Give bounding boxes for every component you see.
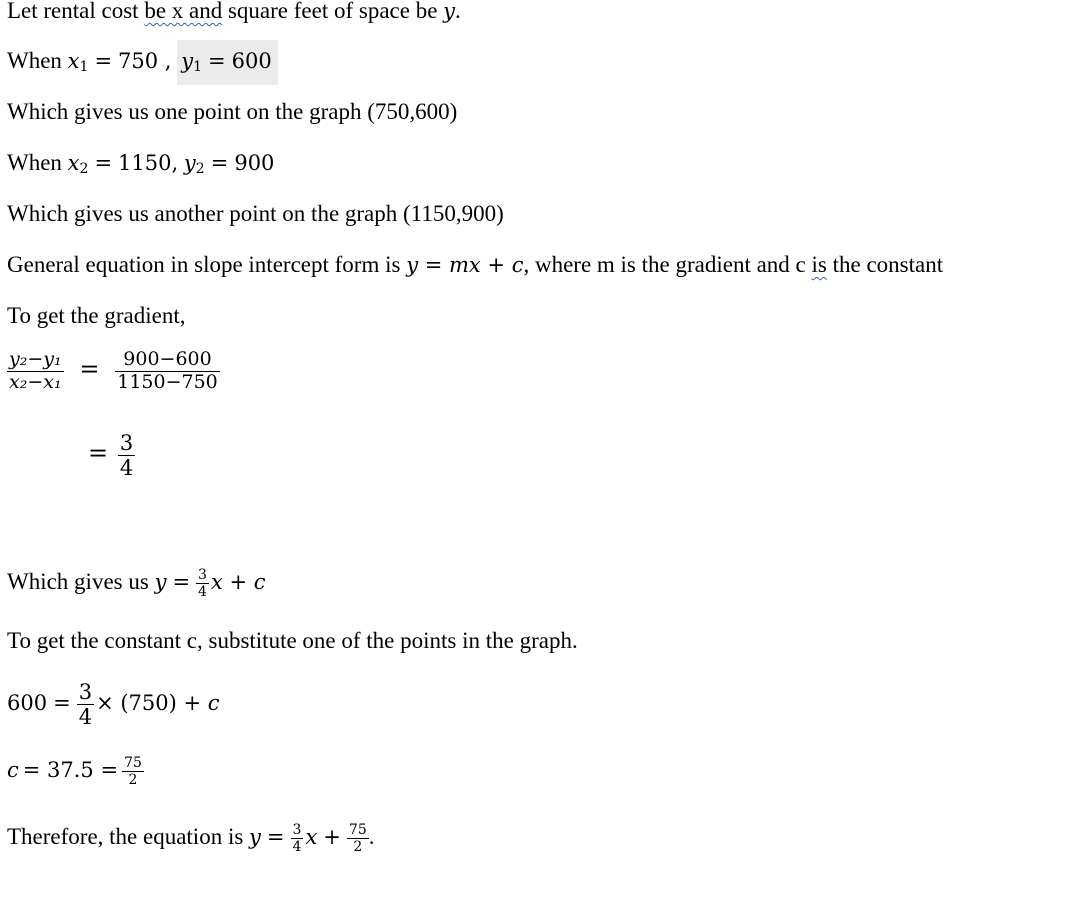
var-c: c	[7, 757, 19, 782]
gradient-formula	[7, 349, 220, 394]
line-1-text-a: Let rental cost	[7, 0, 145, 23]
spellcheck-underline-word: is	[811, 252, 827, 277]
fraction-numerator: 3	[78, 680, 93, 704]
equals-sign: =	[94, 49, 113, 73]
line-1-period: .	[455, 0, 461, 23]
var-y: y	[154, 569, 167, 594]
fraction-seventy-five-halves	[347, 822, 369, 855]
var-x: x	[305, 824, 318, 849]
sub-2: 2	[79, 161, 89, 177]
line-3: Which gives us one point on the graph (750,600)	[7, 99, 458, 124]
fraction-denominator: 4	[292, 839, 302, 856]
line-10-text: Which gives us	[7, 568, 155, 594]
equals-sign: =	[208, 49, 226, 73]
fraction-numeric	[115, 349, 220, 394]
equals-sign: =	[88, 438, 109, 467]
substitution-equation	[7, 680, 220, 729]
var-x2: x	[67, 151, 80, 175]
fraction-denominator: 4	[119, 456, 134, 481]
fraction-three-quarters	[291, 822, 304, 855]
fraction-denominator: 2	[128, 772, 138, 789]
fraction-denominator: 2	[353, 839, 363, 856]
sub-2: 2	[195, 161, 205, 177]
constant-result	[7, 755, 144, 788]
plus-sign: +	[323, 824, 341, 849]
fraction-numerator: 3	[119, 431, 134, 455]
line-7: To get the gradient,	[7, 303, 186, 328]
x1-value: 750 ,	[118, 49, 172, 73]
fraction-denominator: x₂−x₁	[9, 370, 62, 393]
lhs-value: 600	[7, 690, 48, 715]
var-c: c	[207, 690, 220, 715]
fraction-numerator: 3	[292, 822, 302, 838]
var-y: y	[443, 0, 456, 23]
equals-sign: =	[94, 151, 113, 175]
equals-sign: =	[53, 690, 71, 715]
final-period: .	[368, 823, 375, 849]
equals-sign: =	[79, 354, 100, 383]
fraction-numerator: 75	[124, 755, 142, 771]
expression-rest: x + c	[210, 569, 266, 594]
gradient-result	[88, 431, 135, 480]
line-10	[7, 567, 266, 600]
final-equation	[7, 822, 374, 855]
var-y1: y	[181, 49, 194, 73]
line-2	[7, 48, 278, 80]
line-6-text-b: , where m is the gradient and c	[523, 252, 812, 277]
line-6-text-a: General equation in slope intercept form is	[7, 252, 407, 277]
line-1-text-b: square feet of space be	[222, 0, 444, 23]
y1-value: 600	[231, 49, 272, 73]
highlighted-equation	[177, 40, 278, 85]
sub-1: 1	[193, 59, 203, 75]
x2-value: 1150,	[118, 151, 179, 175]
general-equation: y = mx + c	[406, 253, 524, 277]
fraction-numerator: 75	[348, 822, 367, 838]
fraction-numerator: y₂−y₁	[9, 348, 62, 370]
line-6-text-c: the constant	[826, 252, 944, 277]
var-y2: y	[183, 151, 196, 175]
fraction-denominator: 1150−750	[117, 370, 218, 393]
var-y: y	[249, 824, 261, 849]
fraction-numerator: 900−600	[115, 349, 220, 372]
line-14-text: Therefore, the equation is	[7, 823, 250, 849]
line-5: Which gives us another point on the graph (1150,900)	[7, 201, 504, 226]
fraction-three-quarters	[77, 680, 94, 729]
fraction-denominator: 4	[78, 705, 93, 730]
line-11: To get the constant c, substitute one of the points in the graph.	[7, 628, 578, 653]
constant-value: = 37.5 =	[22, 757, 119, 782]
fraction-symbolic	[7, 349, 64, 394]
fraction-numerator: 3	[198, 567, 207, 583]
equals-sign: =	[266, 824, 285, 849]
fraction-three-quarters	[118, 431, 135, 480]
equals-sign: =	[210, 151, 229, 175]
line-1	[7, 0, 461, 24]
line-4	[7, 150, 274, 182]
fraction-seventy-five-halves	[122, 755, 144, 788]
when-label: When	[7, 48, 68, 73]
y2-value: 900	[234, 151, 275, 175]
expression-rest: × (750) +	[96, 690, 208, 715]
fraction-three-quarters	[196, 567, 209, 600]
sub-1: 1	[79, 59, 89, 75]
fraction-denominator: 4	[198, 584, 207, 601]
when-label: When	[7, 150, 68, 175]
spellcheck-underline-phrase: be x and	[144, 0, 223, 23]
var-x1: x	[67, 49, 80, 73]
equals-sign: =	[172, 569, 191, 594]
line-6	[7, 252, 943, 278]
